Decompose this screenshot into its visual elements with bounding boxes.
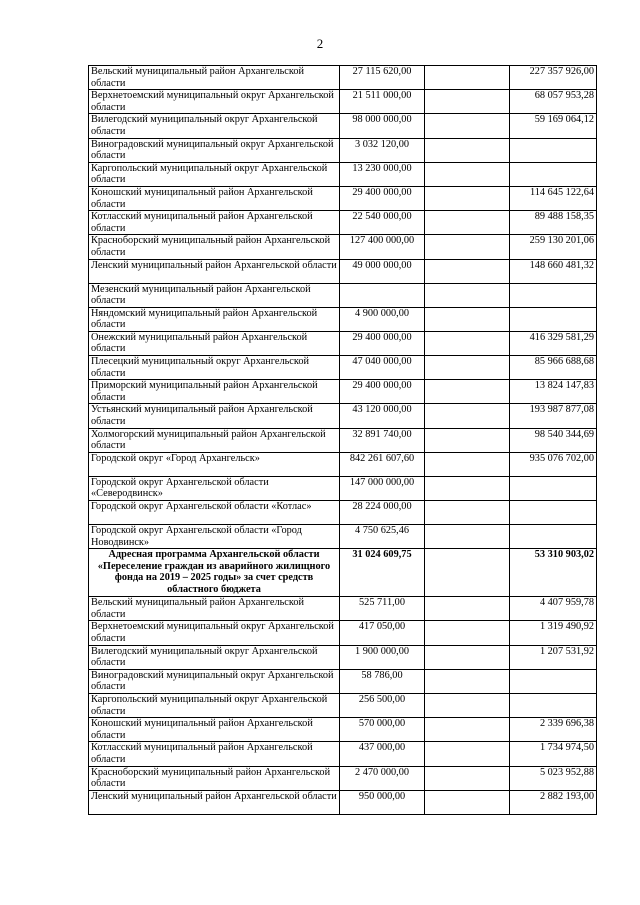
municipality-cell: Городской округ Архангельской области «Котлас»: [89, 501, 340, 525]
amount-cell: 49 000 000,00: [340, 259, 425, 283]
table-row: [89, 597, 597, 621]
municipality-cell: Вельский муниципальный район Архангельской области: [89, 597, 340, 621]
amount-total-cell: 5 023 952,88: [510, 766, 597, 790]
amount-total-cell: [510, 476, 597, 500]
table-row: [89, 211, 597, 235]
municipality-cell: Устьянский муниципальный район Архангельской области: [89, 404, 340, 428]
table-row: [89, 669, 597, 693]
table-row: [89, 693, 597, 717]
amount-cell: 127 400 000,00: [340, 235, 425, 259]
amount-total-cell: [510, 501, 597, 525]
amount-total-cell: [510, 307, 597, 331]
amount-cell: 22 540 000,00: [340, 211, 425, 235]
empty-cell: [425, 66, 510, 90]
table-row: [89, 718, 597, 742]
empty-cell: [425, 186, 510, 210]
empty-cell: [425, 452, 510, 476]
municipality-cell: Плесецкий муниципальный округ Архангельской области: [89, 356, 340, 380]
amount-total-cell: 13 824 147,83: [510, 380, 597, 404]
municipality-cell: Няндомский муниципальный район Архангельской области: [89, 307, 340, 331]
amount-total-cell: 68 057 953,28: [510, 90, 597, 114]
table-row: [89, 428, 597, 452]
amount-cell: 21 511 000,00: [340, 90, 425, 114]
amount-total-cell: 85 966 688,68: [510, 356, 597, 380]
municipality-cell: Холмогорский муниципальный район Архангельской области: [89, 428, 340, 452]
empty-cell: [425, 307, 510, 331]
amount-cell: 32 891 740,00: [340, 428, 425, 452]
empty-cell: [425, 718, 510, 742]
table-row: [89, 162, 597, 186]
empty-cell: [425, 162, 510, 186]
amount-total-cell: 259 130 201,06: [510, 235, 597, 259]
page-number: 2: [316, 36, 324, 51]
empty-cell: [425, 283, 510, 307]
municipality-cell: Красноборский муниципальный район Архангельской области: [89, 766, 340, 790]
amount-cell: 47 040 000,00: [340, 356, 425, 380]
amount-cell: 58 786,00: [340, 669, 425, 693]
amount-total-cell: 935 076 702,00: [510, 452, 597, 476]
amount-total-cell: 114 645 122,64: [510, 186, 597, 210]
amount-total-cell: [510, 283, 597, 307]
empty-cell: [425, 790, 510, 814]
municipality-cell: Красноборский муниципальный район Архангельской области: [89, 235, 340, 259]
amount-total-cell: [510, 693, 597, 717]
table-row: [89, 259, 597, 283]
amount-total-cell: 227 357 926,00: [510, 66, 597, 90]
amount-cell: 950 000,00: [340, 790, 425, 814]
municipality-cell: Вилегодский муниципальный округ Архангельской области: [89, 645, 340, 669]
table-row: [89, 307, 597, 331]
municipality-cell: Ленский муниципальный район Архангельской области: [89, 790, 340, 814]
empty-cell: [425, 645, 510, 669]
table-row: [89, 66, 597, 90]
amount-total-cell: 89 488 158,35: [510, 211, 597, 235]
amount-total-cell: 53 310 903,02: [510, 549, 597, 597]
municipality-cell: Каргопольский муниципальный округ Архангельской области: [89, 693, 340, 717]
amount-total-cell: 148 660 481,32: [510, 259, 597, 283]
amount-total-cell: 2 339 696,38: [510, 718, 597, 742]
table-row: [89, 235, 597, 259]
empty-cell: [425, 428, 510, 452]
table-row: [89, 283, 597, 307]
empty-cell: [425, 114, 510, 138]
empty-cell: [425, 525, 510, 549]
municipality-cell: Котласский муниципальный район Архангельской области: [89, 742, 340, 766]
amount-total-cell: 1 207 531,92: [510, 645, 597, 669]
amount-total-cell: [510, 162, 597, 186]
table-row: [89, 186, 597, 210]
amount-cell: 256 500,00: [340, 693, 425, 717]
empty-cell: [425, 766, 510, 790]
amount-cell: 43 120 000,00: [340, 404, 425, 428]
table-body: [89, 66, 597, 815]
table-row: [89, 525, 597, 549]
budget-table: [88, 65, 597, 815]
empty-cell: [425, 404, 510, 428]
empty-cell: [425, 742, 510, 766]
amount-cell: 417 050,00: [340, 621, 425, 645]
amount-cell: 29 400 000,00: [340, 186, 425, 210]
amount-cell: 29 400 000,00: [340, 380, 425, 404]
amount-cell: 1 900 000,00: [340, 645, 425, 669]
section-header-row: [89, 549, 597, 597]
amount-total-cell: 193 987 877,08: [510, 404, 597, 428]
amount-cell: 29 400 000,00: [340, 331, 425, 355]
empty-cell: [425, 138, 510, 162]
amount-cell: 842 261 607,60: [340, 452, 425, 476]
amount-cell: 13 230 000,00: [340, 162, 425, 186]
amount-cell: 4 750 625,46: [340, 525, 425, 549]
empty-cell: [425, 501, 510, 525]
amount-total-cell: [510, 669, 597, 693]
table-row: [89, 766, 597, 790]
empty-cell: [425, 235, 510, 259]
empty-cell: [425, 669, 510, 693]
amount-total-cell: 98 540 344,69: [510, 428, 597, 452]
table-row: [89, 138, 597, 162]
empty-cell: [425, 90, 510, 114]
amount-total-cell: 416 329 581,29: [510, 331, 597, 355]
municipality-cell: Мезенский муниципальный район Архангельской области: [89, 283, 340, 307]
amount-total-cell: [510, 138, 597, 162]
municipality-cell: Городской округ «Город Архангельск»: [89, 452, 340, 476]
amount-total-cell: [510, 525, 597, 549]
table-row: [89, 645, 597, 669]
municipality-cell: Приморский муниципальный район Архангельской области: [89, 380, 340, 404]
table-row: [89, 380, 597, 404]
amount-total-cell: 1 734 974,50: [510, 742, 597, 766]
table-row: [89, 452, 597, 476]
amount-cell: 4 900 000,00: [340, 307, 425, 331]
empty-cell: [425, 597, 510, 621]
amount-cell: 2 470 000,00: [340, 766, 425, 790]
municipality-cell: Каргопольский муниципальный округ Архангельской области: [89, 162, 340, 186]
municipality-cell: Адресная программа Архангельской области «Переселение граждан из аварийного жилищного фонда на 2019 – 2025 годы» за счет средств областного бюджета: [89, 549, 340, 597]
amount-cell: 98 000 000,00: [340, 114, 425, 138]
amount-cell: 31 024 609,75: [340, 549, 425, 597]
table-row: [89, 476, 597, 500]
empty-cell: [425, 356, 510, 380]
municipality-cell: Вилегодский муниципальный округ Архангельской области: [89, 114, 340, 138]
municipality-cell: Ленский муниципальный район Архангельской области: [89, 259, 340, 283]
amount-cell: 437 000,00: [340, 742, 425, 766]
amount-cell: [340, 283, 425, 307]
amount-cell: 27 115 620,00: [340, 66, 425, 90]
amount-cell: 28 224 000,00: [340, 501, 425, 525]
table-row: [89, 404, 597, 428]
amount-cell: 3 032 120,00: [340, 138, 425, 162]
table-row: [89, 790, 597, 814]
table-row: [89, 114, 597, 138]
municipality-cell: Коношский муниципальный район Архангельской области: [89, 718, 340, 742]
municipality-cell: Верхнетоемский муниципальный округ Архангельской области: [89, 621, 340, 645]
empty-cell: [425, 259, 510, 283]
table-row: [89, 501, 597, 525]
empty-cell: [425, 380, 510, 404]
table-row: [89, 331, 597, 355]
empty-cell: [425, 211, 510, 235]
empty-cell: [425, 549, 510, 597]
municipality-cell: Онежский муниципальный район Архангельской области: [89, 331, 340, 355]
municipality-cell: Верхнетоемский муниципальный округ Архангельской области: [89, 90, 340, 114]
table-row: [89, 742, 597, 766]
municipality-cell: Городской округ Архангельской области «Северодвинск»: [89, 476, 340, 500]
table-row: [89, 90, 597, 114]
amount-cell: 147 000 000,00: [340, 476, 425, 500]
empty-cell: [425, 476, 510, 500]
municipality-cell: Коношский муниципальный район Архангельской области: [89, 186, 340, 210]
empty-cell: [425, 621, 510, 645]
municipality-cell: Виноградовский муниципальный округ Архангельской области: [89, 669, 340, 693]
amount-cell: 570 000,00: [340, 718, 425, 742]
table-row: [89, 621, 597, 645]
amount-total-cell: 2 882 193,00: [510, 790, 597, 814]
amount-total-cell: 4 407 959,78: [510, 597, 597, 621]
amount-total-cell: 59 169 064,12: [510, 114, 597, 138]
municipality-cell: Виноградовский муниципальный округ Архангельской области: [89, 138, 340, 162]
amount-total-cell: 1 319 490,92: [510, 621, 597, 645]
municipality-cell: Городской округ Архангельской области «Город Новодвинск»: [89, 525, 340, 549]
table-row: [89, 356, 597, 380]
empty-cell: [425, 693, 510, 717]
municipality-cell: Котласский муниципальный район Архангельской области: [89, 211, 340, 235]
municipality-cell: Вельский муниципальный район Архангельской области: [89, 66, 340, 90]
empty-cell: [425, 331, 510, 355]
amount-cell: 525 711,00: [340, 597, 425, 621]
